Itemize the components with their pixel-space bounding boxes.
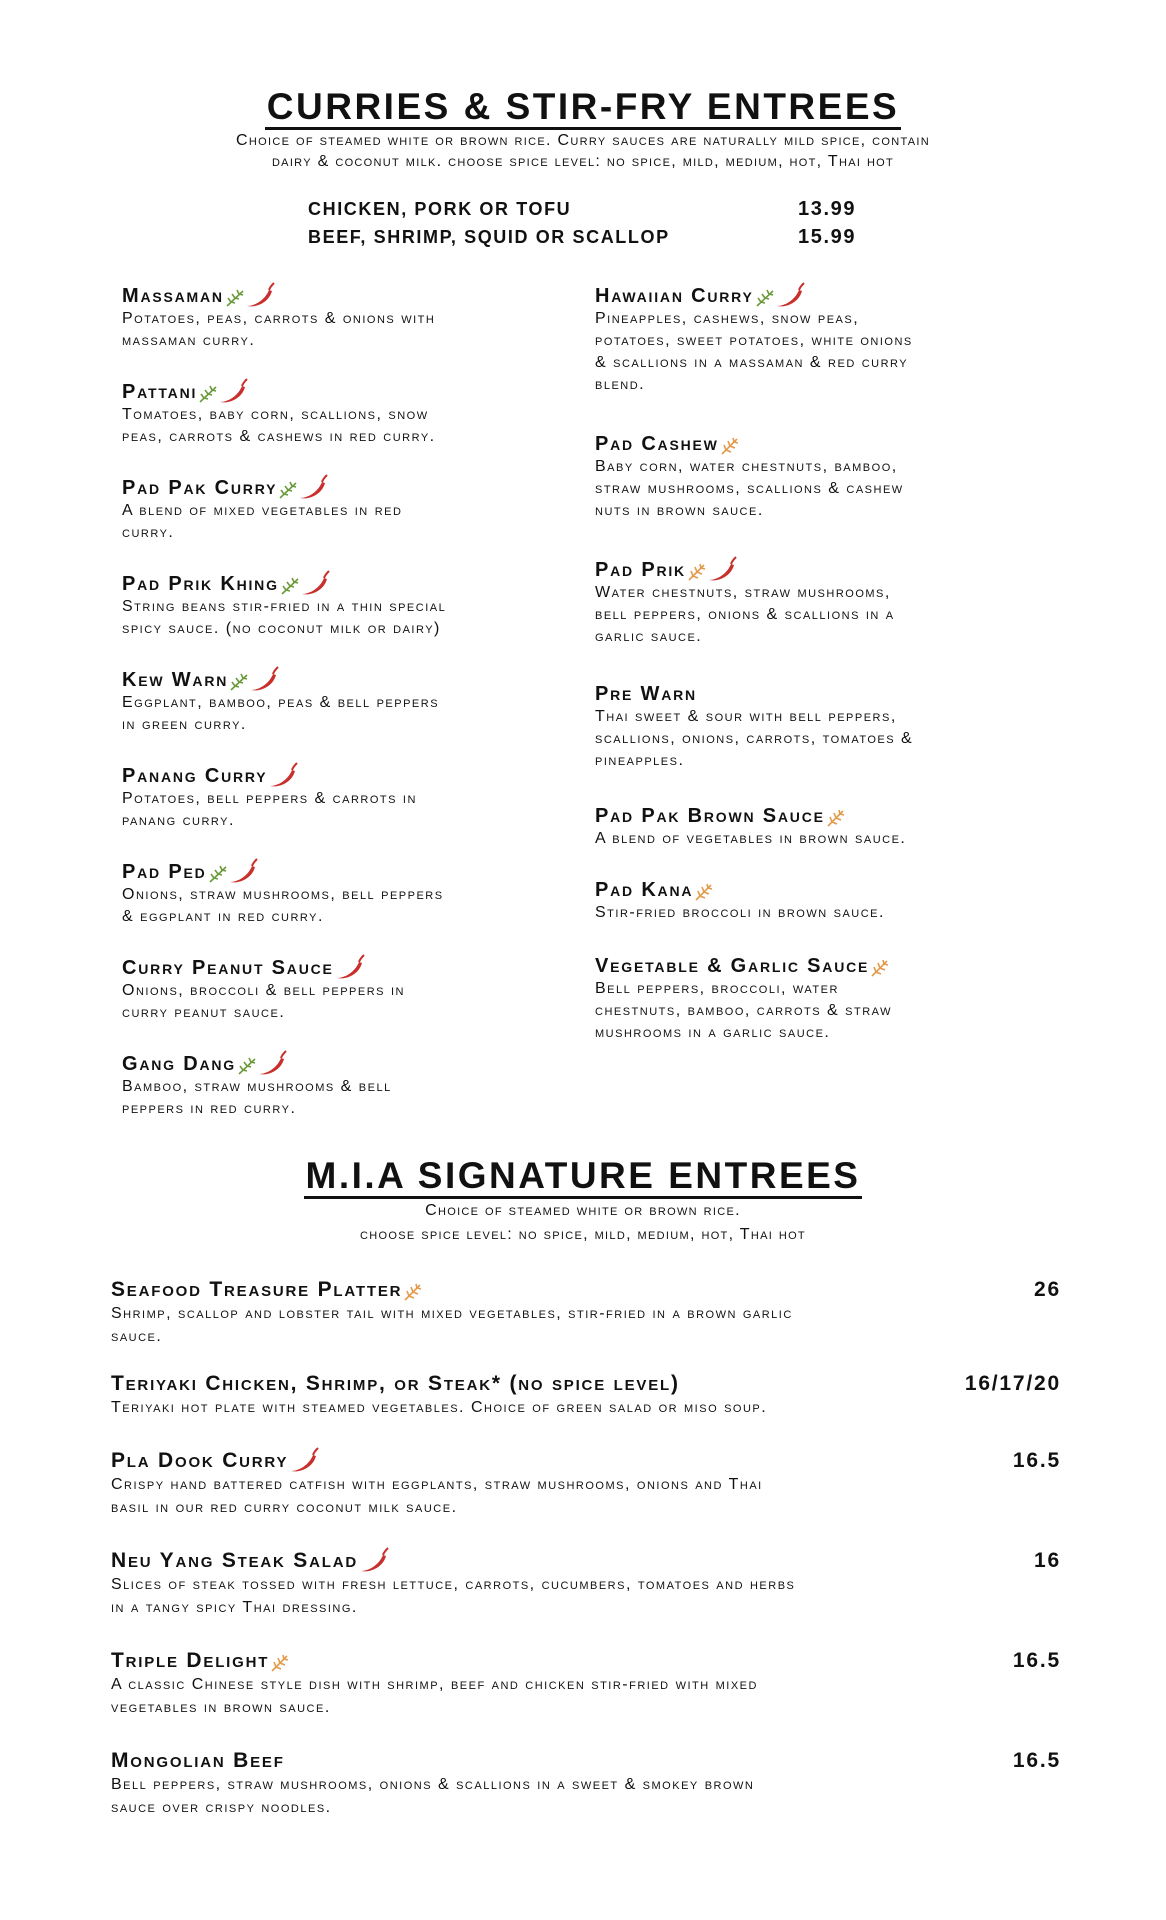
description-line: & scallions in a massaman & red curry — [595, 354, 909, 371]
description-line: A classic Chinese style dish with shrimp, beef and chicken stir-fried with mixed — [111, 1676, 758, 1693]
dietary-icons — [208, 858, 258, 884]
menu-item — [122, 956, 562, 1024]
menu-item-price: 26 — [1034, 1278, 1061, 1301]
wheat-icon — [687, 562, 707, 582]
menu-item-name: Pad Pak Curry — [122, 477, 278, 499]
menu-item-name: Kew Warn — [122, 669, 229, 691]
menu-item-header — [595, 558, 1035, 582]
menu-item-name: Neu Yang Steak Salad — [111, 1549, 358, 1572]
curries-subtitle — [0, 130, 1166, 172]
signature-title — [0, 1155, 1166, 1197]
menu-item-description — [122, 404, 562, 448]
menu-item-description — [111, 1302, 1061, 1348]
menu-item-header — [122, 572, 562, 596]
menu-item-header — [122, 380, 562, 404]
menu-item — [122, 668, 562, 736]
description-line: Tomatoes, baby corn, scallions, snow — [122, 406, 429, 423]
wheat-icon — [270, 1653, 290, 1673]
dietary-icons — [755, 282, 805, 308]
pricing-table — [308, 195, 868, 251]
description-line: A blend of mixed vegetables in red — [122, 502, 403, 519]
chili-icon — [228, 858, 258, 884]
menu-item — [595, 682, 1035, 772]
menu-item — [122, 860, 562, 928]
dietary-icons — [270, 1653, 290, 1673]
menu-item-description — [595, 902, 1035, 924]
menu-item-name: Pad Cashew — [595, 433, 719, 455]
dietary-icons — [826, 808, 846, 828]
menu-item-description — [122, 692, 562, 736]
curries-title-text: CURRIES & STIR-FRY ENTREES — [265, 86, 901, 130]
menu-item — [595, 954, 1035, 1044]
description-line: Stir-fried broccoli in brown sauce. — [595, 904, 885, 921]
menu-item — [111, 1278, 1061, 1348]
herb-icon — [198, 384, 218, 404]
menu-item — [111, 1649, 1061, 1719]
menu-item-name: Triple Delight — [111, 1649, 270, 1672]
menu-item-description — [122, 980, 562, 1024]
dietary-icons — [225, 282, 275, 308]
menu-item-description — [111, 1773, 1061, 1819]
menu-item-header — [111, 1649, 1061, 1673]
subtitle-line: dairy & coconut milk. choose spice level: no spice, mild, medium, hot, Thai hot — [271, 153, 895, 170]
menu-item — [595, 804, 1035, 850]
menu-item-header — [122, 764, 562, 788]
menu-item — [111, 1549, 1061, 1619]
menu-item-price: 16 — [1034, 1549, 1061, 1572]
description-line: nuts in brown sauce. — [595, 502, 764, 519]
menu-item-header — [595, 878, 1035, 902]
pricing-label: CHICKEN, PORK OR TOFU — [308, 198, 572, 219]
menu-item-name: Panang Curry — [122, 765, 268, 787]
menu-item-header — [122, 668, 562, 692]
pricing-row — [308, 223, 868, 251]
menu-item-name: Massaman — [122, 285, 224, 307]
menu-item-description — [122, 1076, 562, 1120]
description-line: Bell peppers, broccoli, water — [595, 980, 839, 997]
subtitle-line: Choice of steamed white or brown rice. Curry sauces are naturally mild spice, contain — [236, 132, 930, 149]
description-line: Slices of steak tossed with fresh lettuce, carrots, cucumbers, tomatoes and herbs — [111, 1576, 796, 1593]
menu-item-description — [595, 308, 1035, 396]
menu-item — [122, 764, 562, 832]
dietary-icons — [687, 556, 737, 582]
description-line: A blend of vegetables in brown sauce. — [595, 830, 907, 847]
chili-icon — [335, 954, 365, 980]
description-line: Potatoes, bell peppers & carrots in — [122, 790, 417, 807]
menu-item-header — [595, 804, 1035, 828]
pricing-price: 15.99 — [798, 225, 857, 248]
menu-item-header — [111, 1372, 1061, 1396]
description-line: pineapples. — [595, 752, 685, 769]
description-line: vegetables in brown sauce. — [111, 1699, 331, 1716]
dietary-icons — [229, 666, 279, 692]
herb-icon — [229, 672, 249, 692]
menu-item — [111, 1372, 1061, 1419]
menu-item-header — [122, 284, 562, 308]
description-line: Teriyaki hot plate with steamed vegetables. Choice of green salad or miso soup. — [111, 1399, 768, 1416]
menu-item-name: Curry Peanut Sauce — [122, 957, 334, 979]
description-line: Pineapples, cashews, snow peas, — [595, 310, 860, 327]
menu-item-name: Teriyaki Chicken, Shrimp, or Steak* (no spice level) — [111, 1372, 680, 1395]
description-line: spicy sauce. (no coconut milk or dairy) — [122, 620, 441, 637]
description-line: bell peppers, onions & scallions in a — [595, 606, 895, 623]
menu-item-price: 16.5 — [1012, 1649, 1061, 1672]
menu-item-name: Pad Kana — [595, 879, 694, 901]
description-line: scallions, onions, carrots, tomatoes & — [595, 730, 914, 747]
menu-item-price: 16.5 — [1012, 1449, 1061, 1472]
chili-icon — [775, 282, 805, 308]
description-line: & eggplant in red curry. — [122, 908, 324, 925]
description-line: Baby corn, water chestnuts, bamboo, — [595, 458, 898, 475]
menu-item — [595, 558, 1035, 648]
description-line: garlic sauce. — [595, 628, 703, 645]
menu-item-name: Pad Prik Khing — [122, 573, 279, 595]
description-line: chestnuts, bamboo, carrots & straw — [595, 1002, 892, 1019]
chili-icon — [257, 1050, 287, 1076]
description-line: peppers in red curry. — [122, 1100, 297, 1117]
herb-icon — [280, 576, 300, 596]
description-line: Bamboo, straw mushrooms & bell — [122, 1078, 392, 1095]
menu-item-name: Pad Prik — [595, 559, 686, 581]
menu-item-description — [122, 596, 562, 640]
menu-item-header — [111, 1749, 1061, 1773]
description-line: panang curry. — [122, 812, 235, 829]
description-line: sauce. — [111, 1328, 163, 1345]
dietary-icons — [720, 436, 740, 456]
signature-title-text: M.I.A SIGNATURE ENTREES — [304, 1155, 863, 1199]
menu-item-description — [595, 828, 1035, 850]
menu-item-description — [122, 884, 562, 928]
dietary-icons — [694, 882, 714, 902]
description-line: curry peanut sauce. — [122, 1004, 286, 1021]
dietary-icons — [335, 954, 365, 980]
herb-icon — [278, 480, 298, 500]
description-line: Crispy hand battered catfish with eggplants, straw mushrooms, onions and Thai — [111, 1476, 763, 1493]
menu-item-description — [595, 706, 1035, 772]
description-line: String beans stir-fried in a thin special — [122, 598, 447, 615]
menu-item-price: 16/17/20 — [964, 1372, 1061, 1395]
menu-item-header — [595, 954, 1035, 978]
herb-icon — [237, 1056, 257, 1076]
description-line: Onions, broccoli & bell peppers in — [122, 982, 405, 999]
menu-item-header — [111, 1449, 1061, 1473]
menu-item-name: Pattani — [122, 381, 198, 403]
menu-item-header — [122, 860, 562, 884]
menu-item — [122, 380, 562, 448]
wheat-icon — [694, 882, 714, 902]
description-line: Bell peppers, straw mushrooms, onions & scallions in a sweet & smokey brown — [111, 1776, 755, 1793]
menu-item — [122, 572, 562, 640]
herb-icon — [208, 864, 228, 884]
menu-item — [122, 284, 562, 352]
chili-icon — [298, 474, 328, 500]
menu-item-header — [111, 1549, 1061, 1573]
menu-item-description — [111, 1473, 1061, 1519]
dietary-icons — [198, 378, 248, 404]
menu-item — [122, 476, 562, 544]
wheat-icon — [403, 1282, 423, 1302]
description-line: Shrimp, scallop and lobster tail with mixed vegetables, stir-fried in a brown garlic — [111, 1305, 793, 1322]
description-line: Eggplant, bamboo, peas & bell peppers — [122, 694, 440, 711]
description-line: Water chestnuts, straw mushrooms, — [595, 584, 891, 601]
description-line: basil in our red curry coconut milk sauce. — [111, 1499, 458, 1516]
chili-icon — [268, 762, 298, 788]
herb-icon — [225, 288, 245, 308]
dietary-icons — [268, 762, 298, 788]
menu-item-header — [595, 432, 1035, 456]
menu-item-description — [111, 1673, 1061, 1719]
menu-item-name: Pad Pak Brown Sauce — [595, 805, 825, 827]
menu-item — [111, 1449, 1061, 1519]
subtitle-line: choose spice level: no spice, mild, medium, hot, Thai hot — [360, 1226, 806, 1243]
menu-item-header — [122, 956, 562, 980]
menu-item-description — [122, 308, 562, 352]
menu-item-name: Pla Dook Curry — [111, 1449, 289, 1472]
description-line: sauce over crispy noodles. — [111, 1799, 332, 1816]
menu-item-description — [595, 456, 1035, 522]
description-line: Potatoes, peas, carrots & onions with — [122, 310, 436, 327]
description-line: massaman curry. — [122, 332, 256, 349]
menu-item — [122, 1052, 562, 1120]
menu-item — [595, 284, 1035, 396]
dietary-icons — [870, 958, 890, 978]
pricing-price: 13.99 — [798, 197, 857, 220]
wheat-icon — [870, 958, 890, 978]
herb-icon — [755, 288, 775, 308]
chili-icon — [359, 1547, 389, 1573]
menu-item-name: Gang Dang — [122, 1053, 236, 1075]
subtitle-line: Choice of steamed white or brown rice. — [425, 1202, 741, 1219]
menu-item — [595, 432, 1035, 522]
menu-item-name: Vegetable & Garlic Sauce — [595, 955, 870, 977]
dietary-icons — [359, 1547, 389, 1573]
description-line: in a tangy spicy Thai dressing. — [111, 1599, 358, 1616]
menu-item-name: Hawaiian Curry — [595, 285, 754, 307]
curries-title — [0, 86, 1166, 128]
dietary-icons — [237, 1050, 287, 1076]
description-line: mushrooms in a garlic sauce. — [595, 1024, 831, 1041]
menu-item-description — [111, 1396, 1061, 1419]
description-line: blend. — [595, 376, 646, 393]
menu-item — [111, 1749, 1061, 1819]
menu-item-name: Pre Warn — [595, 683, 697, 705]
chili-icon — [707, 556, 737, 582]
pricing-row — [308, 195, 868, 223]
dietary-icons — [278, 474, 328, 500]
dietary-icons — [289, 1447, 319, 1473]
menu-item-price: 16.5 — [1012, 1749, 1061, 1772]
menu-item-name: Mongolian Beef — [111, 1749, 285, 1772]
description-line: straw mushrooms, scallions & cashew — [595, 480, 904, 497]
menu-item-header — [122, 1052, 562, 1076]
menu-item-description — [595, 978, 1035, 1044]
chili-icon — [300, 570, 330, 596]
description-line: curry. — [122, 524, 175, 541]
chili-icon — [245, 282, 275, 308]
signature-subtitle — [0, 1199, 1166, 1247]
menu-item-description — [122, 500, 562, 544]
chili-icon — [249, 666, 279, 692]
wheat-icon — [720, 436, 740, 456]
description-line: potatoes, sweet potatoes, white onions — [595, 332, 913, 349]
chili-icon — [218, 378, 248, 404]
dietary-icons — [403, 1282, 423, 1302]
menu-item-header — [111, 1278, 1061, 1302]
chili-icon — [289, 1447, 319, 1473]
menu-item-name: Pad Ped — [122, 861, 207, 883]
menu-item-description — [595, 582, 1035, 648]
menu-item-header — [122, 476, 562, 500]
description-line: Thai sweet & sour with bell peppers, — [595, 708, 897, 725]
menu-item-description — [111, 1573, 1061, 1619]
menu-item — [595, 878, 1035, 924]
pricing-label: BEEF, SHRIMP, SQUID OR SCALLOP — [308, 226, 670, 247]
description-line: in green curry. — [122, 716, 247, 733]
menu-item-header — [595, 682, 1035, 706]
wheat-icon — [826, 808, 846, 828]
menu-item-header — [595, 284, 1035, 308]
menu-item-description — [122, 788, 562, 832]
description-line: peas, carrots & cashews in red curry. — [122, 428, 436, 445]
dietary-icons — [280, 570, 330, 596]
description-line: Onions, straw mushrooms, bell peppers — [122, 886, 444, 903]
menu-item-name: Seafood Treasure Platter — [111, 1278, 403, 1301]
